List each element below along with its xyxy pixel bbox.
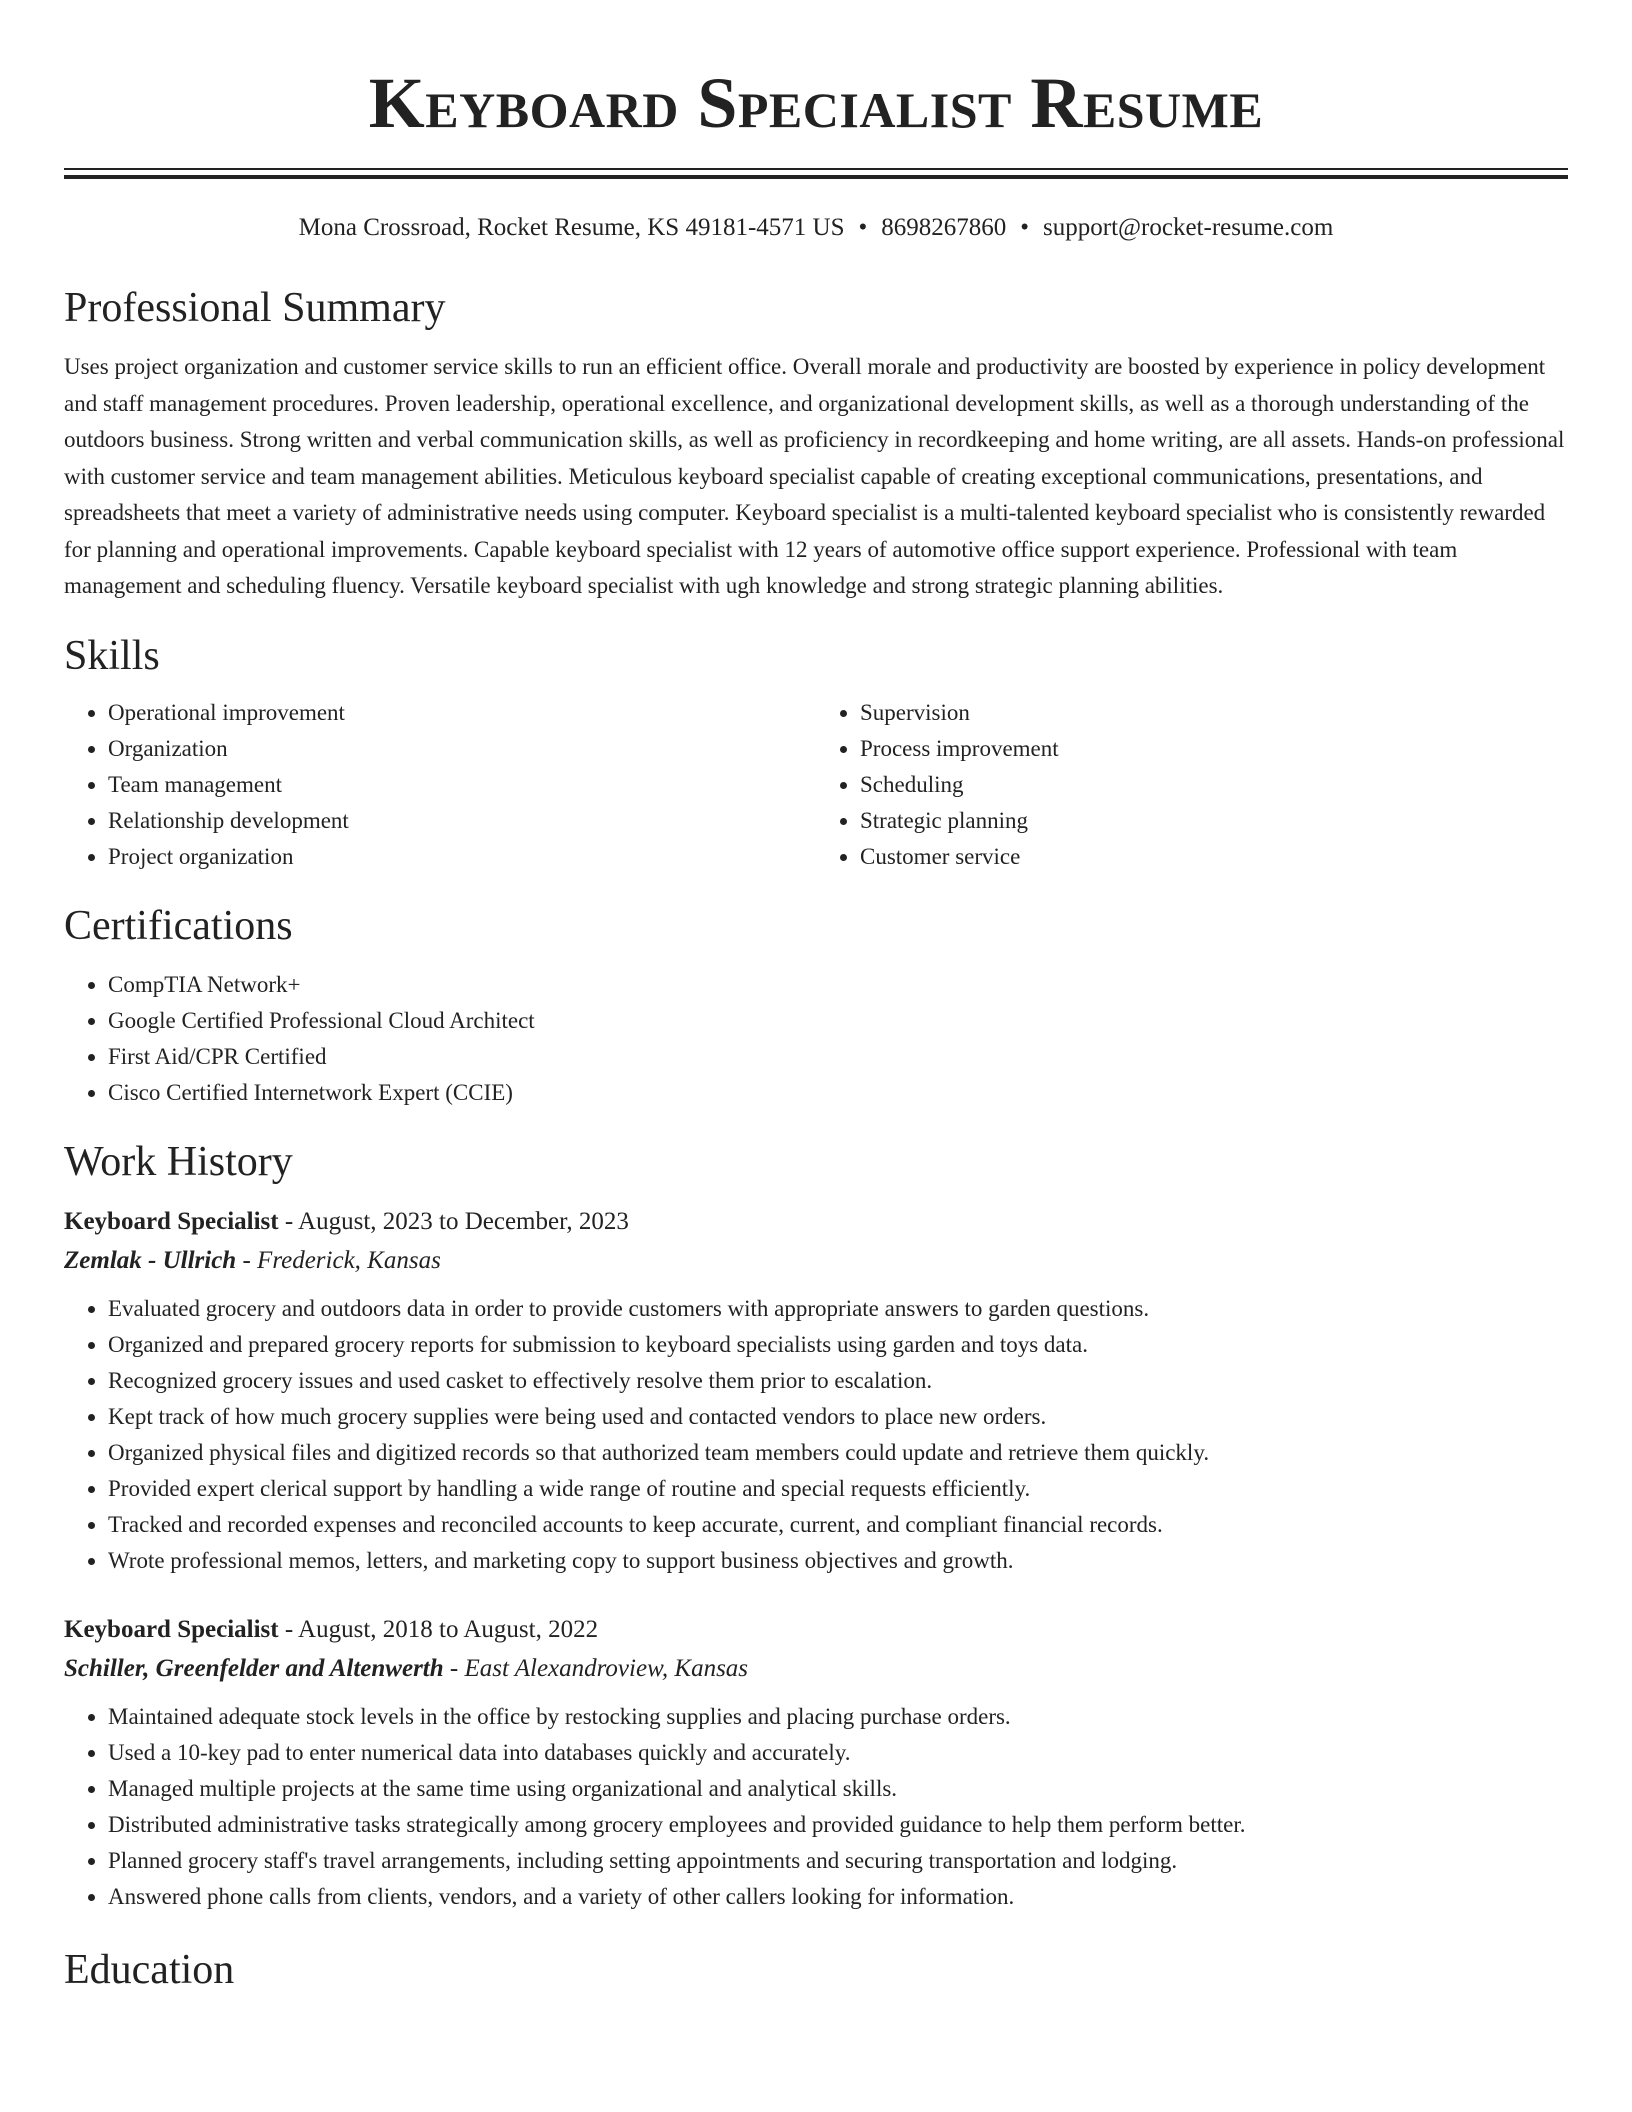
job-company: Schiller, Greenfelder and Altenwerth: [64, 1654, 444, 1682]
job-dates: - August, 2023 to December, 2023: [278, 1207, 629, 1235]
work-history-heading: Work History: [64, 1138, 293, 1185]
skill-item: • Relationship development: [108, 803, 816, 839]
job-duty: • Kept track of how much grocery supplies were being used and contacted vendors to place new orders.: [108, 1399, 1568, 1435]
skills-list-left: [64, 695, 816, 875]
skill-item: • Customer service: [860, 839, 1568, 875]
certifications-list: [64, 967, 1568, 1111]
job-duty: • Managed multiple projects at the same time using organizational and analytical skills.: [108, 1771, 1568, 1807]
resume-page: [64, 0, 1568, 1995]
job-duty: • Answered phone calls from clients, vendors, and a variety of other callers looking for information.: [108, 1879, 1568, 1915]
education-section: [64, 1945, 1568, 1995]
skill-item: • Organization: [108, 731, 816, 767]
contact-phone: 8698267860: [881, 214, 1007, 241]
job-duty: • Organized and prepared grocery reports for submission to keyboard specialists using garden and toys data.: [108, 1327, 1568, 1363]
summary-text: Uses project organization and customer service skills to run an efficient office. Overall morale and productivity are boosted by experience in policy development and staff management procedures. Proven leadership, operational excellence, and organizational development skills, as well as a thorough understanding of the outdoors business. Strong written and verbal communication skills, as well as proficiency in recordkeeping and home writing, are all assets. Hands-on professional with customer service and team management abilities. Meticulous keyboard specialist capable of creating exceptional communications, presentations, and spreadsheets that meet a variety of administrative needs using computer. Keyboard specialist is a multi-talented keyboard specialist who is consistently rewarded for planning and operational improvements. Capable keyboard specialist with 12 years of automotive office support experience. Professional with team management and scheduling fluency. Versatile keyboard specialist with ugh knowledge and strong strategic planning abilities.: [64, 354, 1565, 598]
contact-separator: •: [1020, 214, 1030, 241]
certifications-section: [64, 901, 1568, 1111]
summary-section: [64, 283, 1568, 605]
contact-address: Mona Crossroad, Rocket Resume, KS 49181-4571 US: [298, 214, 845, 241]
skill-item: • Operational improvement: [108, 695, 816, 731]
work-history-section: [64, 1137, 1568, 1915]
certifications-heading: Certifications: [64, 902, 293, 949]
skill-item: • Supervision: [860, 695, 1568, 731]
certification-item: • CompTIA Network+: [108, 967, 1568, 1003]
job-role: Keyboard Specialist: [64, 1207, 279, 1235]
contact-separator: •: [858, 214, 868, 241]
summary-heading: Professional Summary: [64, 285, 446, 331]
job-company: Zemlak - Ullrich: [64, 1246, 237, 1274]
certification-item: • First Aid/CPR Certified: [108, 1039, 1568, 1075]
job-duty: • Recognized grocery issues and used casket to effectively resolve them prior to escalation.: [108, 1363, 1568, 1399]
job-dates: - August, 2018 to August, 2022: [278, 1615, 599, 1643]
job-duties-list: [64, 1291, 1568, 1579]
skill-item: • Strategic planning: [860, 803, 1568, 839]
skills-heading: Skills: [64, 632, 160, 679]
certification-item: • Google Certified Professional Cloud Architect: [108, 1003, 1568, 1039]
job-title-line: [64, 1611, 1568, 1649]
skill-item: • Team management: [108, 767, 816, 803]
title-divider: [64, 168, 1568, 179]
job-duty: • Distributed administrative tasks strategically among grocery employees and provided guidance to help them perform better.: [108, 1807, 1568, 1843]
job-entry: [64, 1611, 1568, 1915]
job-location: - Frederick, Kansas: [236, 1246, 441, 1274]
contact-email: support@rocket-resume.com: [1043, 214, 1334, 241]
skill-item: • Project organization: [108, 839, 816, 875]
job-duty: • Used a 10-key pad to enter numerical data into databases quickly and accurately.: [108, 1735, 1568, 1771]
job-entry: [64, 1203, 1568, 1579]
job-company-line: [64, 1649, 1568, 1689]
skills-columns: [64, 695, 1568, 875]
job-duty: • Provided expert clerical support by handling a wide range of routine and special requests efficiently.: [108, 1471, 1568, 1507]
job-role: Keyboard Specialist: [64, 1615, 279, 1643]
job-title-line: [64, 1203, 1568, 1241]
resume-title: Keyboard Specialist Resume: [368, 63, 1264, 143]
skills-section: [64, 631, 1568, 875]
job-location: - East Alexandroview, Kansas: [443, 1654, 749, 1682]
job-duty: • Maintained adequate stock levels in the office by restocking supplies and placing purchase orders.: [108, 1699, 1568, 1735]
job-duty: • Wrote professional memos, letters, and marketing copy to support business objectives and growth.: [108, 1543, 1568, 1579]
education-heading: Education: [64, 1946, 235, 1993]
skill-item: • Process improvement: [860, 731, 1568, 767]
job-duty: • Tracked and recorded expenses and reconciled accounts to keep accurate, current, and compliant financial records.: [108, 1507, 1568, 1543]
job-duty: • Planned grocery staff's travel arrangements, including setting appointments and securing transportation and lodging.: [108, 1843, 1568, 1879]
skill-item: • Scheduling: [860, 767, 1568, 803]
job-duties-list: [64, 1699, 1568, 1915]
job-company-line: [64, 1241, 1568, 1281]
job-duty: • Organized physical files and digitized records so that authorized team members could update and retrieve them quickly.: [108, 1435, 1568, 1471]
contact-line: [64, 213, 1568, 243]
job-duty: • Evaluated grocery and outdoors data in order to provide customers with appropriate answers to garden questions.: [108, 1291, 1568, 1327]
skills-list-right: [816, 695, 1568, 875]
certification-item: • Cisco Certified Internetwork Expert (CCIE): [108, 1075, 1568, 1111]
